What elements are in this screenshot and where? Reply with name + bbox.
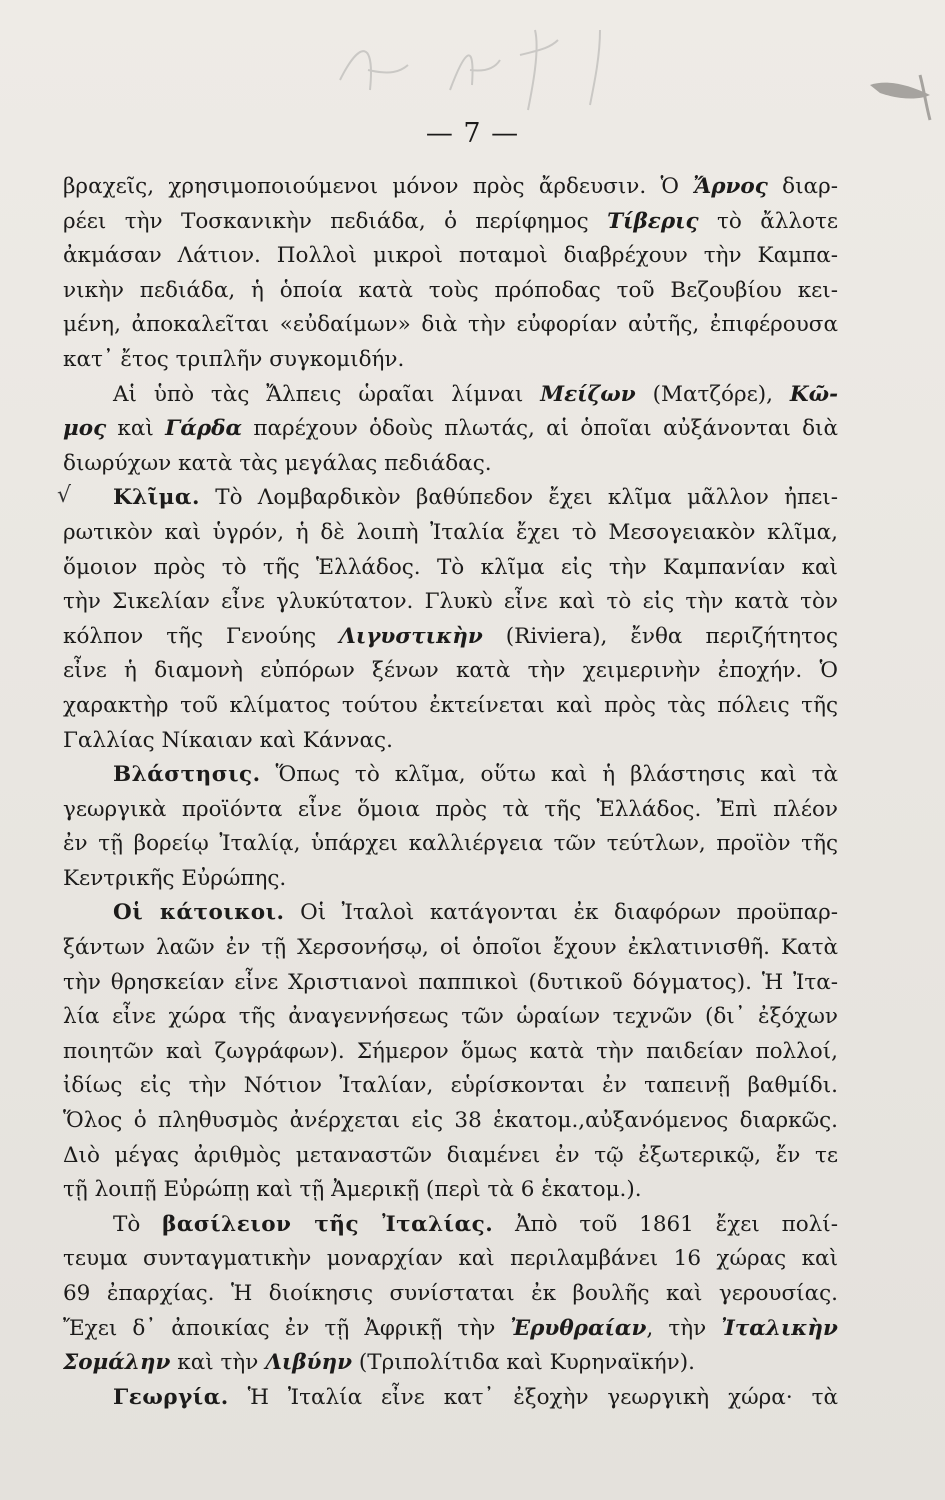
text-line — [63, 1208, 838, 1243]
text-line — [63, 1277, 838, 1312]
text-run: τὴν Σικελίαν εἶνε γλυκύτατον. Γλυκὺ εἶνε καὶ τὸ εἰς τὴν κατὰ τὸν — [63, 589, 838, 615]
section-heading: Κλῖμα. — [113, 485, 200, 511]
text-run: (Ματζόρε), — [635, 381, 790, 407]
text-run: 69 ἐπαρχίας. Ἡ διοίκησις συνίσταται ἐκ βουλῆς καὶ γερουσίας. — [63, 1281, 838, 1306]
text-line — [63, 1139, 838, 1174]
text-run: μένη, ἀποκαλεῖται «εὐδαίμων» διὰ τὴν εὐφορίαν αὐτῆς, ἐπιφέρουσα — [63, 312, 838, 338]
italic-term: Ἰταλικὴν — [721, 1315, 838, 1341]
text-run: βραχεῖς, χρησιμοποιούμενοι μόνον πρὸς ἄρδευσιν. Ὁ — [63, 174, 694, 199]
text-run: Γαλλίας Νίκαιαν καὶ Κάννας. — [63, 727, 393, 753]
text-run: Τὸ — [113, 1211, 163, 1237]
text-line — [63, 689, 838, 724]
italic-term: Μείζων — [540, 381, 636, 407]
text-line — [63, 862, 838, 897]
text-run: Οἱ Ἰταλοὶ κατάγονται ἐκ διαφόρων προϋπαρ- — [284, 900, 838, 926]
text-line — [63, 343, 838, 378]
text-line — [63, 1000, 838, 1035]
italic-term: Σομάλην — [63, 1350, 171, 1376]
text-run: τῇ λοιπῇ Εὐρώπῃ καὶ τῇ Ἀμερικῇ (περὶ τὰ 6 ἑκατομ.). — [63, 1177, 642, 1203]
text-run: ξάντων λαῶν ἐν τῇ Χερσονήσῳ, οἱ ὁποῖοι ἔχουν ἐκλατινισθῆ. Κατὰ — [63, 935, 838, 961]
text-run: κόλπον τῆς Γενούης — [63, 623, 340, 649]
text-line — [63, 724, 838, 759]
text-line — [63, 1312, 838, 1347]
text-run: παρέχουν ὁδοὺς πλωτάς, αἱ ὁποῖαι αὐξάνονται διὰ — [242, 416, 838, 442]
page-number: — 7 — — [425, 118, 520, 149]
text-run: τὴν θρησκείαν εἶνε Χριστιανοὶ παππικοὶ (δυτικοῦ δόγματος). Ἡ Ἰτα- — [63, 969, 838, 995]
text-line — [63, 1069, 838, 1104]
text-run: Τὸ Λομβαρδικὸν βαθύπεδον ἔχει κλῖμα μᾶλλον ἠπει- — [199, 485, 838, 511]
text-line — [63, 827, 838, 862]
pencil-scribble-marks — [300, 10, 660, 120]
text-run: ποιητῶν καὶ ζωγράφων). Σήμερον ὅμως κατὰ τὴν παιδείαν πολλοί, — [63, 1038, 838, 1064]
text-run: νικὴν πεδιάδα, ἡ ὁποία κατὰ τοὺς πρόποδας τοῦ Βεζουβίου κει- — [63, 277, 838, 303]
text-run: κατ᾽ ἔτος τριπλῆν συγκομιδήν. — [63, 346, 405, 372]
text-line — [63, 585, 838, 620]
text-run: Ὅλος ὁ πληθυσμὸς ἀνέρχεται εἰς 38 ἑκατομ.,αὐξανόμενος διαρκῶς. — [63, 1108, 838, 1134]
text-run: διαρ- — [767, 174, 838, 199]
text-run: ὅμοιον πρὸς τὸ τῆς Ἑλλάδος. Τὸ κλῖμα εἰς τὴν Καμπανίαν καὶ — [63, 554, 838, 580]
text-line — [63, 274, 838, 309]
text-line — [63, 654, 838, 689]
text-line — [63, 170, 838, 205]
text-line — [63, 516, 838, 551]
italic-term: Κῶ- — [789, 381, 838, 407]
italic-term: Λιβύην — [265, 1350, 353, 1376]
italic-term: Γάρδα — [165, 416, 243, 442]
text-run: γεωργικὰ προϊόντα εἶνε ὅμοια πρὸς τὰ τῆς Ἑλλάδος. Ἐπὶ πλέον — [63, 796, 838, 822]
text-run: Κεντρικῆς Εὐρώπης. — [63, 865, 287, 891]
text-run: διωρύχων κατὰ τὰς μεγάλας πεδιάδας. — [63, 450, 492, 476]
text-run: ἀκμάσαν Λάτιον. Πολλοὶ μικροὶ ποταμοὶ διαβρέχουν τὴν Καμπα- — [63, 243, 838, 269]
italic-term: μος — [63, 416, 107, 442]
text-run: Αἱ ὑπὸ τὰς Ἄλπεις ὡραῖαι λίμναι — [113, 381, 541, 407]
italic-term: Τίβερις — [607, 208, 699, 234]
body-text — [63, 170, 838, 1415]
text-line — [63, 239, 838, 274]
text-run: Ὅπως τὸ κλῖμα, οὕτω καὶ ἡ βλάστησις καὶ τὰ — [260, 762, 838, 788]
text-line — [63, 447, 838, 482]
text-line — [63, 308, 838, 343]
ink-smudge — [860, 55, 940, 125]
section-heading: Βλάστησις. — [113, 762, 261, 788]
text-line — [63, 1104, 838, 1139]
text-line — [63, 1173, 838, 1208]
text-run: καὶ — [106, 416, 166, 442]
text-line — [63, 378, 838, 413]
text-line — [63, 966, 838, 1001]
text-line — [63, 412, 838, 447]
italic-term: Ἐρυθραίαν — [510, 1315, 647, 1341]
text-run: Διὸ μέγας ἀριθμὸς μεταναστῶν διαμένει ἐν τῷ ἐξωτερικῷ, ἔν τε — [63, 1142, 838, 1168]
text-run: τὸ ἄλλοτε — [698, 208, 838, 234]
text-line — [63, 1242, 838, 1277]
text-run: εἶνε ἡ διαμονὴ εὐπόρων ξένων κατὰ τὴν χειμερινὴν ἐποχήν. Ὁ — [63, 658, 838, 684]
section-heading: Οἱ κάτοικοι. — [113, 900, 285, 926]
text-line — [63, 793, 838, 828]
text-run: ρωτικὸν καὶ ὑγρόν, ἡ δὲ λοιπὴ Ἰταλία ἔχει τὸ Μεσογειακὸν κλῖμα, — [63, 519, 838, 545]
text-run: Ἡ Ἰταλία εἶνε κατ᾽ ἐξοχὴν γεωργικὴ χώρα· τὰ — [228, 1384, 838, 1410]
text-line — [63, 481, 838, 516]
text-run: (Riviera), ἔνθα περιζήτητος — [482, 623, 838, 649]
text-line — [63, 758, 838, 793]
text-line — [63, 551, 838, 586]
text-run: (Τριπολίτιδα καὶ Κυρηναϊκήν). — [352, 1350, 695, 1376]
text-run: , τὴν — [646, 1315, 722, 1341]
italic-term: Λιγυστικὴν — [339, 623, 483, 649]
text-line — [63, 1035, 838, 1070]
text-line — [63, 1346, 838, 1381]
text-run: Ἔχει δ᾽ ἀποικίας ἐν τῇ Ἀφρικῇ τὴν — [63, 1315, 511, 1341]
text-line — [63, 1381, 838, 1416]
text-line — [63, 620, 838, 655]
text-line — [63, 896, 838, 931]
text-run: τευμα συνταγματικὴν μοναρχίαν καὶ περιλαμβάνει 16 χώρας καὶ — [63, 1246, 838, 1272]
text-line — [63, 205, 838, 240]
text-run: ἐν τῇ βορείῳ Ἰταλίᾳ, ὑπάρχει καλλιέργεια τῶν τεύτλων, προϊὸν τῆς — [63, 831, 838, 857]
text-run: ἰδίως εἰς τὴν Νότιον Ἰταλίαν, εὑρίσκονται ἐν ταπεινῇ βαθμίδι. — [63, 1073, 838, 1099]
text-run: Ἀπὸ τοῦ 1861 ἔχει πολί- — [493, 1211, 838, 1237]
margin-check-mark: √ — [57, 483, 72, 508]
text-run: ρέει τὴν Τοσκανικὴν πεδιάδα, ὁ περίφημος — [63, 208, 608, 234]
text-run: λία εἶνε χώρα τῆς ἀναγεννήσεως τῶν ὡραίων τεχνῶν (δι᾽ ἐξόχων — [63, 1004, 838, 1030]
section-heading: Γεωργία. — [113, 1384, 229, 1410]
section-heading: βασίλειον τῆς Ἰταλίας. — [162, 1211, 494, 1237]
text-line — [63, 931, 838, 966]
italic-term: Ἄρνος — [693, 174, 768, 199]
text-run: καὶ τὴν — [170, 1350, 266, 1376]
text-run: χαρακτὴρ τοῦ κλίματος τούτου ἐκτείνεται καὶ πρὸς τὰς πόλεις τῆς — [63, 692, 838, 718]
